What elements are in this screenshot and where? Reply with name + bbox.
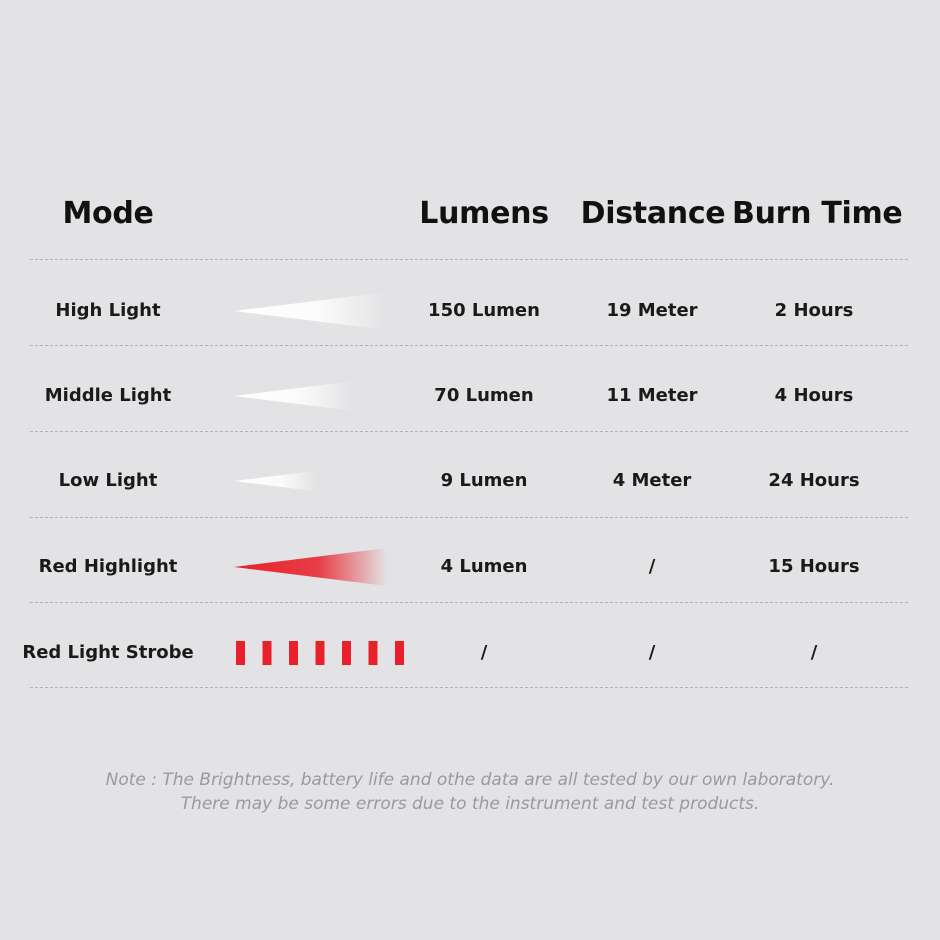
row-distance: / [648,642,656,663]
header-distance: Distance [580,196,726,231]
beam-white-low [232,461,412,501]
table-row [0,376,940,416]
table-row [0,547,940,587]
beam-white-middle [232,376,412,416]
row-mode: Middle Light [44,385,172,406]
beam-graphic [232,633,412,673]
row-lumens: 70 Lumen [434,385,534,406]
row-burn-time: 15 Hours [768,556,860,577]
table-header [0,196,940,246]
beam-graphic [232,547,412,587]
strobe-bar [342,641,351,665]
row-distance: 11 Meter [606,385,698,406]
row-mode: Red Light Strobe [22,642,194,663]
row-lumens: 9 Lumen [440,470,528,491]
beam-white-high [232,291,412,331]
row-lumens: / [480,642,488,663]
beam-graphic [232,291,412,331]
strobe-bar [369,641,378,665]
row-lumens: 150 Lumen [428,300,540,321]
white-beam-cone [234,471,317,492]
divider [30,602,908,603]
row-mode: Red Highlight [38,556,178,577]
divider [30,517,908,518]
white-beam-cone [234,292,387,330]
divider [30,431,908,432]
strobe-bar [395,641,404,665]
beam-red [232,547,412,587]
row-burn-time: 4 Hours [774,385,854,406]
divider [30,345,908,346]
row-mode: High Light [55,300,161,321]
strobe-bar [236,641,245,665]
note-line-2: There may be some errors due to the instrument and test products. [180,794,760,814]
row-mode: Low Light [58,470,158,491]
row-burn-time: / [810,642,818,663]
beam-graphic [232,461,412,501]
row-distance: 4 Meter [612,470,692,491]
divider [30,687,908,688]
strobe-bar [316,641,325,665]
header-mode: Mode [62,196,154,231]
note-line-1: Note : The Brightness, battery life and othe data are all tested by our own laboratory. [105,770,835,790]
header-lumens: Lumens [419,196,549,231]
table-row [0,633,940,673]
row-distance: 19 Meter [606,300,698,321]
beam-red-strobe [232,633,412,673]
row-distance: / [648,556,656,577]
disclaimer-note [0,768,940,816]
beam-graphic [232,376,412,416]
strobe-bar [289,641,298,665]
red-beam-cone [234,548,387,586]
row-burn-time: 2 Hours [774,300,854,321]
divider [30,259,908,260]
table-row [0,461,940,501]
header-burn-time: Burn Time [732,196,903,231]
strobe-bar [263,641,272,665]
row-burn-time: 24 Hours [768,470,860,491]
white-beam-cone [234,381,353,411]
row-lumens: 4 Lumen [440,556,528,577]
table-row [0,291,940,331]
